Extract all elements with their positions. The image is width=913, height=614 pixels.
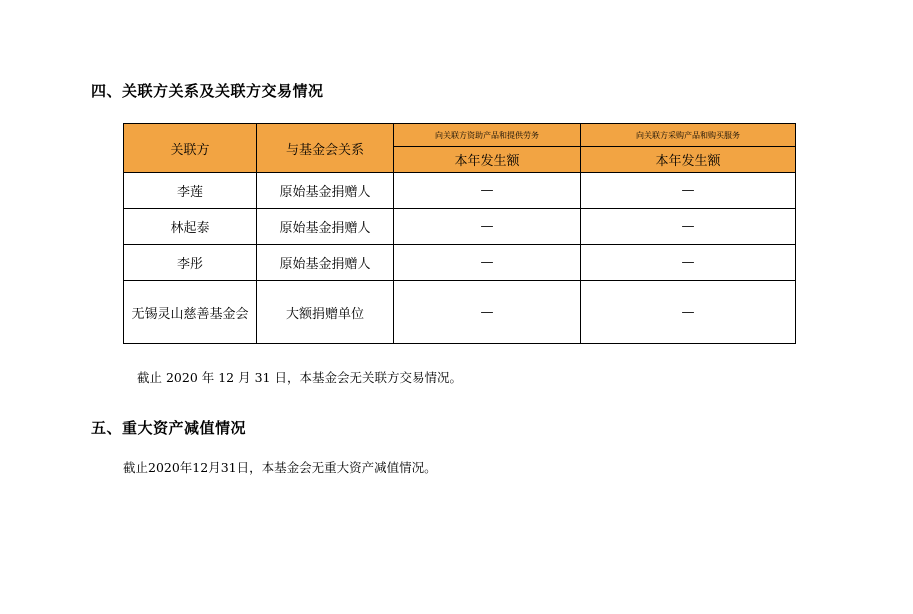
section-5-heading: 五、重大资产减值情况 (91, 419, 247, 437)
header-purchase-amount: 本年发生额 (581, 147, 796, 173)
cell-party: 林起泰 (124, 209, 257, 245)
section-5-note: 截止2020年12月31日，本基金会无重大资产减值情况。 (123, 460, 437, 475)
header-provide-amount: 本年发生额 (394, 147, 581, 173)
cell-purchase: — (581, 281, 796, 344)
cell-provide: — (394, 209, 581, 245)
cell-relation: 大额捐赠单位 (257, 281, 394, 344)
cell-purchase: — (581, 173, 796, 209)
section-4-heading: 四、关联方关系及关联方交易情况 (91, 82, 324, 100)
cell-relation: 原始基金捐赠人 (257, 173, 394, 209)
cell-relation: 原始基金捐赠人 (257, 209, 394, 245)
table-row (124, 173, 796, 209)
cell-party: 无锡灵山慈善基金会 (124, 281, 257, 344)
header-provide-services: 向关联方资助产品和提供劳务 (394, 124, 581, 147)
cell-provide: — (394, 245, 581, 281)
related-party-table (123, 123, 796, 344)
header-purchase-services: 向关联方采购产品和购买服务 (581, 124, 796, 147)
cell-party: 李莲 (124, 173, 257, 209)
cell-purchase: — (581, 209, 796, 245)
cell-party: 李彤 (124, 245, 257, 281)
table-row (124, 209, 796, 245)
section-4-note: 截止 2020 年 12 月 31 日，本基金会无关联方交易情况。 (137, 370, 462, 385)
cell-provide: — (394, 281, 581, 344)
header-relation: 与基金会关系 (257, 124, 394, 173)
cell-purchase: — (581, 245, 796, 281)
table-row (124, 245, 796, 281)
cell-provide: — (394, 173, 581, 209)
header-related-party: 关联方 (124, 124, 257, 173)
cell-relation: 原始基金捐赠人 (257, 245, 394, 281)
table-row (124, 281, 796, 344)
